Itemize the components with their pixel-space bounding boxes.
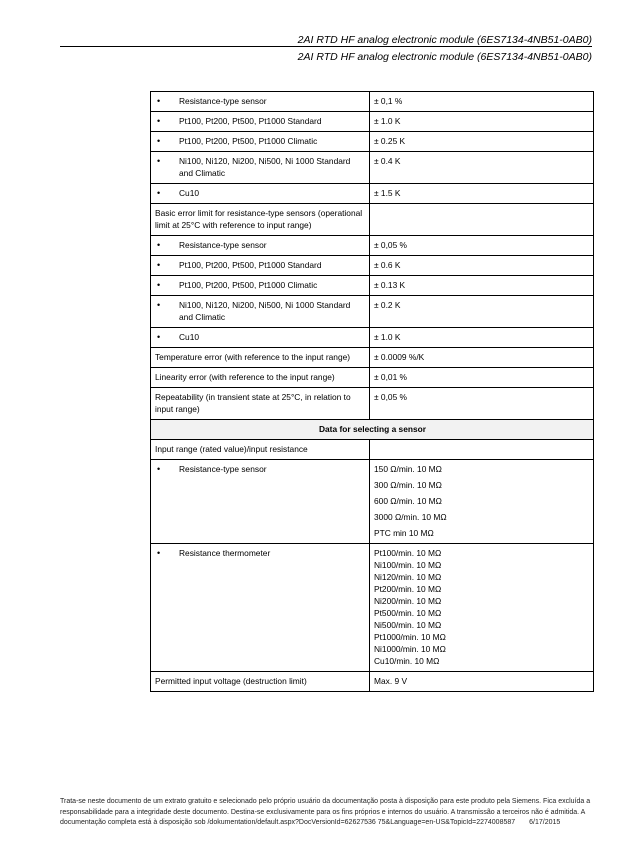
table-row	[151, 276, 594, 296]
resistance-sensor-values	[370, 460, 594, 544]
bullet-icon: •	[157, 300, 161, 310]
spec-label	[151, 328, 370, 348]
spec-value-line: Cu10/min. 10 MΩ	[374, 656, 440, 666]
table-row	[151, 184, 594, 204]
spec-label	[151, 544, 370, 672]
table-row	[151, 296, 594, 328]
table-row	[151, 460, 594, 544]
spec-label	[151, 276, 370, 296]
bullet-icon: •	[157, 188, 161, 198]
spec-label-text: Ni100, Ni120, Ni200, Ni500, Ni 1000 Standard and Climatic	[179, 156, 351, 178]
spec-label	[151, 112, 370, 132]
spec-label-text: Pt100, Pt200, Pt500, Pt1000 Climatic	[179, 136, 318, 146]
spec-label	[151, 460, 370, 544]
table-row	[151, 256, 594, 276]
resistance-thermometer-values	[370, 544, 594, 672]
spec-value-line: Pt200/min. 10 MΩ	[374, 584, 442, 594]
spec-value	[370, 440, 594, 460]
table-row	[151, 132, 594, 152]
spec-label	[151, 92, 370, 112]
spec-label-text: Cu10	[179, 188, 200, 198]
spec-value	[370, 204, 594, 236]
spec-value-line: Ni1000/min. 10 MΩ	[374, 644, 446, 654]
spec-value-line: Ni100/min. 10 MΩ	[374, 560, 442, 570]
bullet-icon: •	[157, 136, 161, 146]
spec-value: ± 0.0009 %/K	[370, 348, 594, 368]
spec-label: Temperature error (with reference to the input range)	[151, 348, 370, 368]
header-rule	[60, 46, 592, 47]
spec-label-text: Pt100, Pt200, Pt500, Pt1000 Climatic	[179, 280, 318, 290]
spec-label	[151, 152, 370, 184]
sensor-selection-body	[151, 420, 594, 692]
table-row	[151, 440, 594, 460]
spec-label	[151, 184, 370, 204]
permitted-voltage-value: Max. 9 V	[370, 672, 594, 692]
document-header-title: 2AI RTD HF analog electronic module (6ES7134-4NB51-0AB0)	[297, 34, 592, 46]
spec-label-text: Ni100, Ni120, Ni200, Ni500, Ni 1000 Standard and Climatic	[179, 300, 351, 322]
spec-value: ± 0.13 K	[370, 276, 594, 296]
table-row	[151, 152, 594, 184]
resistance-thermometer-label: Resistance thermometer	[179, 548, 271, 558]
spec-value-line: Ni200/min. 10 MΩ	[374, 596, 442, 606]
table-row	[151, 544, 594, 672]
spec-label	[151, 236, 370, 256]
bullet-icon: •	[157, 96, 161, 106]
spec-label	[151, 296, 370, 328]
footer-disclaimer	[60, 797, 600, 829]
spec-value: ± 0,05 %	[370, 388, 594, 420]
input-range-label: Input range (rated value)/input resistance	[151, 440, 370, 460]
spec-value: ± 0,1 %	[370, 92, 594, 112]
bullet-icon: •	[157, 116, 161, 126]
bullet-icon: •	[157, 332, 161, 342]
footer-text: Trata-se neste documento de um extrato gratuito e selecionado pelo próprio usuário da documentação posta à disposição para este produto pela Siemens. Fica excluída a responsabilidade para a integridade deste documento. Destina-se exclusivamente para os fins próprios e internos do usuário. A transmissão a terceiros não é admitida. A documentação completa está à disposição sob /dokumentation/default.aspx?DocVersionId=62627536 75&Language=en-US&TopicId=2274008587	[60, 798, 591, 826]
spec-label: Basic error limit for resistance-type sensors (operational limit at 25°C with reference to input range)	[151, 204, 370, 236]
spec-label-text: Resistance-type sensor	[179, 240, 267, 250]
spec-label-text: Pt100, Pt200, Pt500, Pt1000 Standard	[179, 260, 322, 270]
table-row	[151, 672, 594, 692]
table-row	[151, 204, 594, 236]
section-header-row	[151, 420, 594, 440]
spec-table	[150, 91, 594, 692]
bullet-icon: •	[157, 464, 161, 474]
spec-value-line: 3000 Ω/min. 10 MΩ	[374, 512, 447, 522]
spec-value-line: 150 Ω/min. 10 MΩ	[374, 464, 442, 474]
spec-label	[151, 132, 370, 152]
permitted-voltage-label: Permitted input voltage (destruction limit)	[151, 672, 370, 692]
table-row	[151, 388, 594, 420]
spec-value: ± 0.6 K	[370, 256, 594, 276]
spec-value: ± 0,01 %	[370, 368, 594, 388]
spec-value: ± 0.25 K	[370, 132, 594, 152]
table-row	[151, 92, 594, 112]
spec-value: ± 1.0 K	[370, 328, 594, 348]
bullet-icon: •	[157, 548, 161, 558]
table-row	[151, 112, 594, 132]
spec-value: ± 1.5 K	[370, 184, 594, 204]
spec-value-line: Pt500/min. 10 MΩ	[374, 608, 442, 618]
spec-value-line: PTC min 10 MΩ	[374, 528, 434, 538]
spec-value: ± 0.2 K	[370, 296, 594, 328]
table-row	[151, 236, 594, 256]
footer-date: 6/17/2015	[529, 819, 561, 826]
resistance-sensor-label: Resistance-type sensor	[179, 464, 267, 474]
table-row	[151, 348, 594, 368]
bullet-icon: •	[157, 260, 161, 270]
spec-value-line: Pt100/min. 10 MΩ	[374, 548, 442, 558]
section-title: Data for selecting a sensor	[151, 420, 594, 440]
spec-value: ± 0.4 K	[370, 152, 594, 184]
spec-value-line: Ni500/min. 10 MΩ	[374, 620, 442, 630]
spec-label-text: Resistance-type sensor	[179, 96, 267, 106]
spec-label-text: Cu10	[179, 332, 200, 342]
spec-label: Repeatability (in transient state at 25°C, in relation to input range)	[151, 388, 370, 420]
spec-table-body	[151, 92, 594, 420]
table-row	[151, 368, 594, 388]
spec-label-text: Pt100, Pt200, Pt500, Pt1000 Standard	[179, 116, 322, 126]
document-header-subtitle: 2AI RTD HF analog electronic module (6ES7134-4NB51-0AB0)	[297, 51, 592, 63]
bullet-icon: •	[157, 280, 161, 290]
spec-label	[151, 256, 370, 276]
table-row	[151, 328, 594, 348]
spec-value-line: 600 Ω/min. 10 MΩ	[374, 496, 442, 506]
bullet-icon: •	[157, 240, 161, 250]
bullet-icon: •	[157, 156, 161, 166]
spec-value-line: Ni120/min. 10 MΩ	[374, 572, 442, 582]
spec-value-line: Pt1000/min. 10 MΩ	[374, 632, 446, 642]
spec-value: ± 0,05 %	[370, 236, 594, 256]
spec-value: ± 1.0 K	[370, 112, 594, 132]
spec-label: Linearity error (with reference to the input range)	[151, 368, 370, 388]
spec-value-line: 300 Ω/min. 10 MΩ	[374, 480, 442, 490]
